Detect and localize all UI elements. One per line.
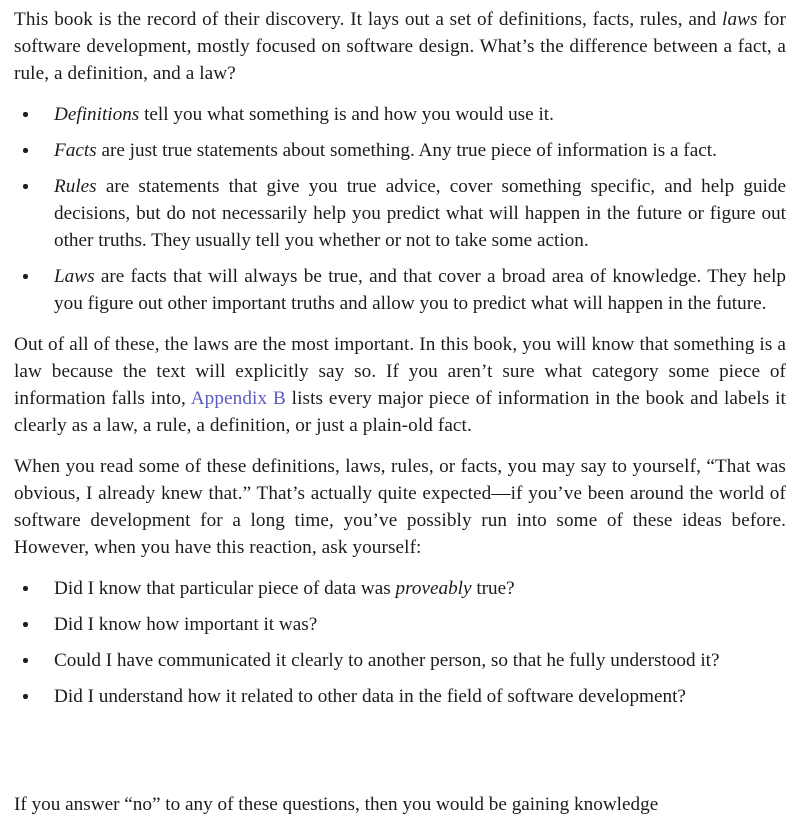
list-item [23, 137, 786, 164]
reaction-paragraph: When you read some of these definitions, laws, rules, or facts, you may say to yourself, “That was obvious, I already knew that.” That’s actually quite expected—if you’ve been around the world of software development for a long time, you’ve possibly run into some of these ideas before. However, when you have this reaction, ask yourself: [14, 456, 786, 558]
list-item [23, 647, 786, 674]
definition-text: are just true statements about something. Any true piece of information is a fact. [96, 140, 717, 161]
laws-text-part1: Out of all of these, the laws are the most important. In this book, you will know that something is a law because the text will explicitly say so. If you aren’t sure what category some piece of information falls into, [14, 334, 786, 409]
clipped-paragraph-region [14, 791, 786, 815]
question-text-part1: Did I understand how it related to other data in the field of software development? [54, 686, 686, 707]
clipped-paragraph: If you answer “no” to any of these questions, then you would be gaining knowledge [14, 794, 659, 815]
list-item [23, 263, 786, 317]
laws-text-part2: lists every major piece of information in the book and labels it clearly as a law, a rule, a definition, or just a plain-old fact. [14, 388, 786, 436]
bullet-icon [23, 148, 28, 153]
intro-text-part2: for software development, mostly focused on software design. What’s the difference between a fact, a rule, a definition, and a law? [14, 9, 786, 84]
bullet-icon [23, 658, 28, 663]
definition-list [14, 101, 786, 317]
bullet-icon [23, 112, 28, 117]
question-list [14, 575, 786, 710]
intro-text-part1: This book is the record of their discovery. It lays out a set of definitions, facts, rules, and [14, 9, 723, 30]
bullet-icon [23, 274, 28, 279]
appendix-b-link[interactable]: Appendix B [190, 388, 286, 409]
definition-text: tell you what something is and how you would use it. [139, 104, 554, 125]
list-item [23, 611, 786, 638]
bullet-icon [23, 184, 28, 189]
bullet-icon [23, 694, 28, 699]
list-item [23, 101, 786, 128]
definition-term: Laws [54, 266, 95, 287]
question-text-part1: Could I have communicated it clearly to another person, so that he fully understood it? [54, 650, 720, 671]
list-item [23, 575, 786, 602]
definition-text: are statements that give you true advice, cover something specific, and help guide decisions, but do not necessarily help you predict what will happen in the future or figure out other truths. They usually tell you whether or not to take some action. [54, 176, 786, 251]
definition-term: Definitions [54, 104, 140, 125]
intro-emphasis-laws: laws [722, 9, 758, 30]
definition-term: Rules [54, 176, 97, 197]
bullet-icon [23, 586, 28, 591]
laws-paragraph [14, 331, 786, 439]
question-text-part1: Did I know how important it was? [54, 614, 318, 635]
question-emphasis: proveably [395, 578, 472, 599]
list-item [23, 683, 786, 710]
list-item [23, 173, 786, 254]
definition-term: Facts [54, 140, 97, 161]
intro-paragraph [14, 6, 786, 87]
question-text-part2: true? [471, 578, 515, 599]
page-content [14, 0, 786, 710]
bullet-icon [23, 622, 28, 627]
definition-text: are facts that will always be true, and that cover a broad area of knowledge. They help you figure out other important truths and allow you to predict what will happen in the future. [54, 266, 786, 314]
question-text-part1: Did I know that particular piece of data was [54, 578, 396, 599]
